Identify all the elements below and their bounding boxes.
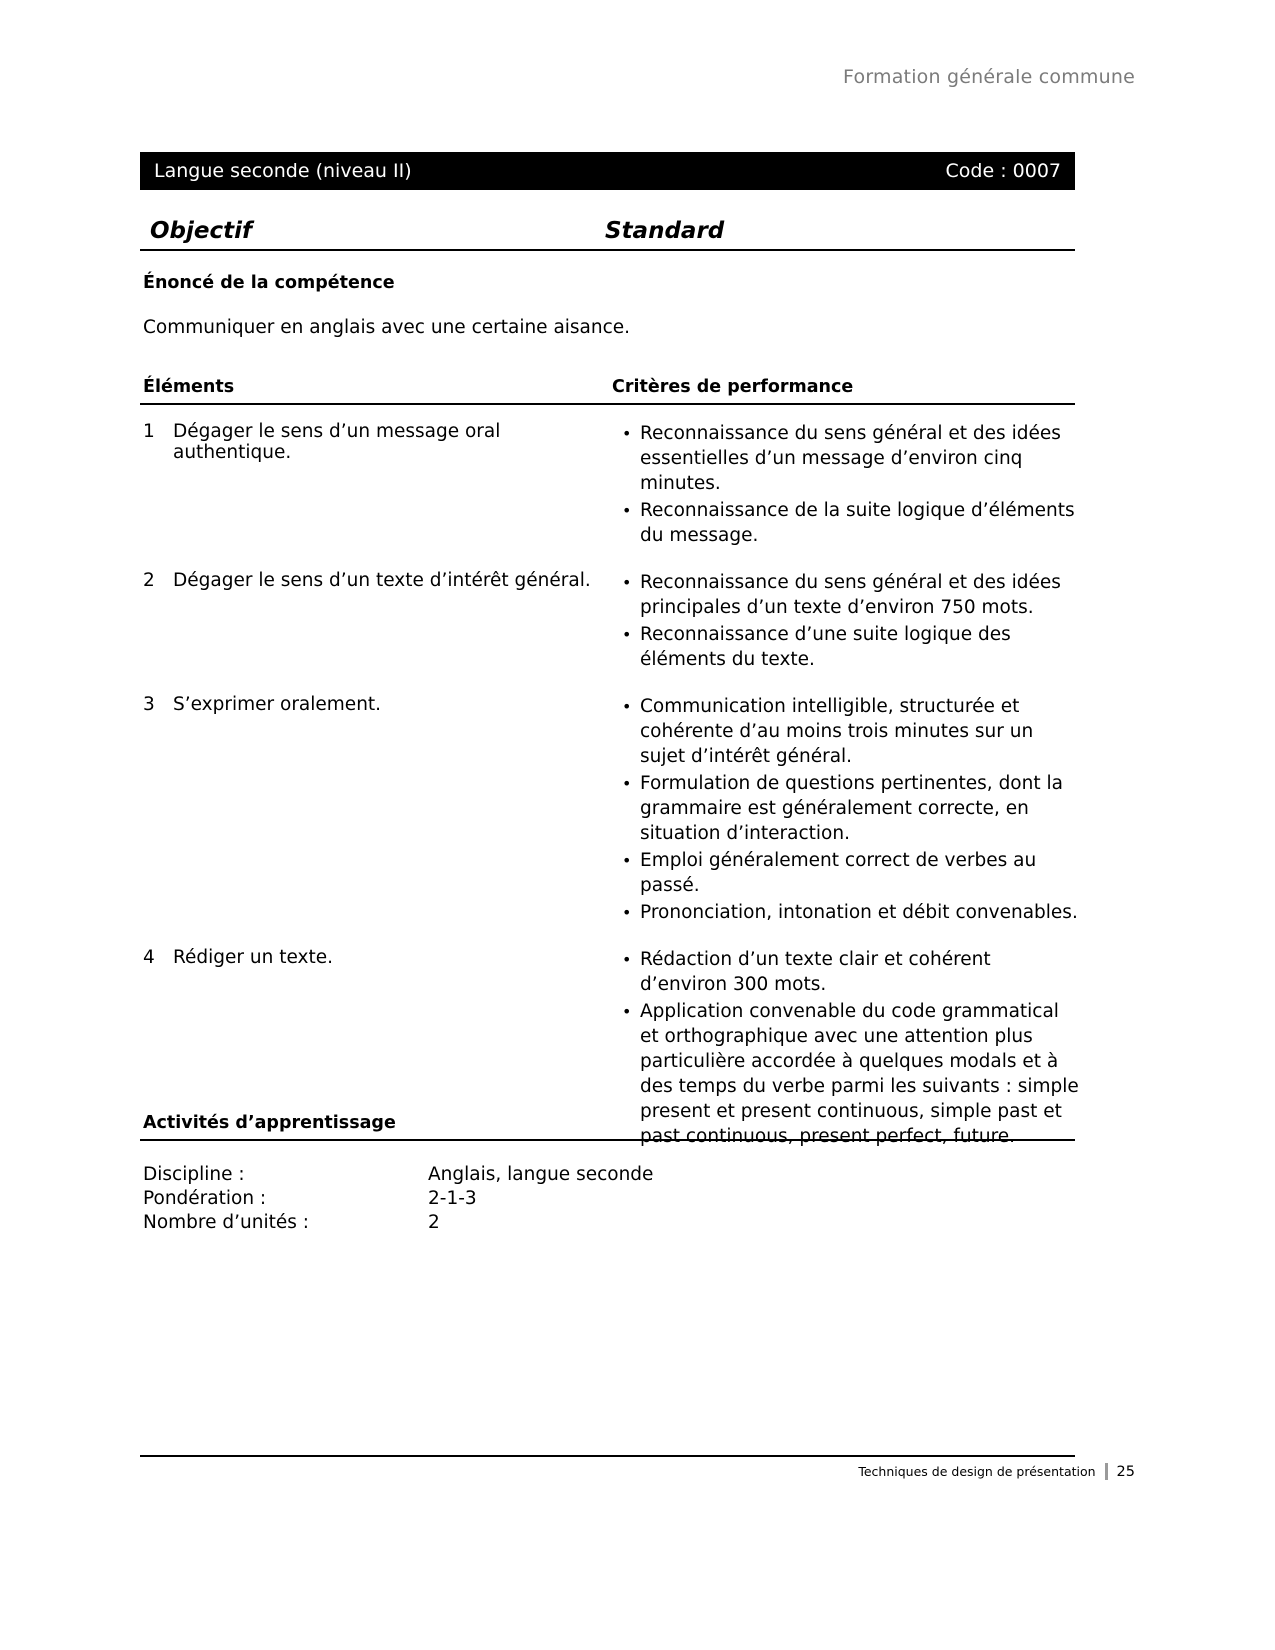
competency-code: Code : 0007 [945, 160, 1061, 182]
competency-title: Langue seconde (niveau II) [154, 160, 412, 182]
element-label: Dégager le sens d’un message oral authentique. [173, 421, 501, 463]
footer-divider [140, 1455, 1075, 1457]
footer-separator-icon [1105, 1463, 1108, 1480]
element-cell [140, 570, 618, 591]
element-cell [140, 421, 618, 463]
criterion-item [618, 771, 1080, 846]
bullet-icon: • [622, 625, 632, 644]
criterion-text: Reconnaissance de la suite logique d’éléments du message. [640, 500, 1075, 546]
enonce-text: Communiquer en anglais avec une certaine aisance. [143, 317, 631, 338]
standard-heading: Standard [605, 218, 725, 244]
activity-value: Anglais, langue seconde [428, 1164, 654, 1185]
criteria-cell [618, 570, 1080, 674]
criterion-text: Reconnaissance du sens général et des idées essentielles d’un message d’environ cinq minutes. [640, 423, 1061, 494]
enonce-heading: Énoncé de la compétence [143, 273, 395, 293]
element-number: 4 [143, 947, 155, 968]
criterion-text: Reconnaissance d’une suite logique des éléments du texte. [640, 624, 1011, 670]
footer-program-name: Techniques de design de présentation [858, 1464, 1096, 1479]
bullet-icon: • [622, 851, 632, 870]
elements-criteria-table [140, 421, 1080, 1171]
element-cell [140, 694, 618, 715]
list-item [143, 1187, 653, 1211]
criterion-item [618, 848, 1080, 898]
criterion-item [618, 570, 1080, 620]
elements-column-header: Éléments [143, 377, 235, 397]
list-item [143, 1211, 653, 1235]
bullet-icon: • [622, 774, 632, 793]
criterion-text: Communication intelligible, structurée et cohérente d’au moins trois minutes sur un sujet d’intérêt général. [640, 696, 1034, 767]
criterion-item [618, 498, 1080, 548]
page-footer [858, 1463, 1135, 1480]
bullet-icon: • [622, 950, 632, 969]
activities-heading-label: Activités d’apprentissage [143, 1113, 396, 1133]
objectif-standard-header [140, 218, 1075, 251]
element-number: 3 [143, 694, 155, 715]
objectif-heading: Objectif [150, 218, 253, 244]
bullet-icon: • [622, 1002, 632, 1021]
criteria-cell [618, 694, 1080, 927]
activities-heading [140, 1113, 1075, 1141]
activity-value: 2-1-3 [428, 1188, 477, 1209]
criterion-text: Rédaction d’un texte clair et cohérent d’environ 300 mots. [640, 949, 991, 995]
criterion-item [618, 421, 1080, 496]
table-row [140, 421, 1080, 550]
activity-key: Pondération : [143, 1188, 267, 1209]
activities-list [143, 1163, 653, 1235]
element-number: 1 [143, 421, 155, 442]
criteria-cell [618, 421, 1080, 550]
criterion-text: Formulation de questions pertinentes, dont la grammaire est généralement correcte, en situation d’interaction. [640, 773, 1063, 844]
criterion-item [618, 694, 1080, 769]
criterion-text: Application convenable du code grammatical et orthographique avec une attention plus particulière accordée à quelques modals et à des temps du verbe parmi les suivants : simple present et present continuous, simple past et past continuous, present perfect, future. [640, 1001, 1079, 1147]
table-column-headers [140, 377, 1075, 405]
criteres-column-header: Critères de performance [612, 377, 854, 397]
table-row [140, 570, 1080, 674]
element-number: 2 [143, 570, 155, 591]
bullet-icon: • [622, 424, 632, 443]
criterion-item [618, 900, 1080, 925]
bullet-icon: • [622, 501, 632, 520]
criterion-text: Reconnaissance du sens général et des idées principales d’un texte d’environ 750 mots. [640, 572, 1061, 618]
criterion-text: Emploi généralement correct de verbes au passé. [640, 850, 1037, 896]
criterion-item [618, 622, 1080, 672]
list-item [143, 1163, 653, 1187]
element-label: Dégager le sens d’un texte d’intérêt général. [173, 570, 591, 591]
competency-title-bar [140, 152, 1075, 190]
table-row [140, 694, 1080, 927]
criterion-item [618, 947, 1080, 997]
element-label: S’exprimer oralement. [173, 694, 382, 715]
activity-key: Nombre d’unités : [143, 1212, 309, 1233]
bullet-icon: • [622, 903, 632, 922]
activity-value: 2 [428, 1212, 440, 1233]
element-label: Rédiger un texte. [173, 947, 334, 968]
criterion-text: Prononciation, intonation et débit convenables. [640, 902, 1078, 923]
bullet-icon: • [622, 573, 632, 592]
element-cell [140, 947, 618, 968]
bullet-icon: • [622, 697, 632, 716]
activity-key: Discipline : [143, 1164, 245, 1185]
page-number: 25 [1116, 1463, 1135, 1480]
running-head: Formation générale commune [843, 66, 1135, 88]
